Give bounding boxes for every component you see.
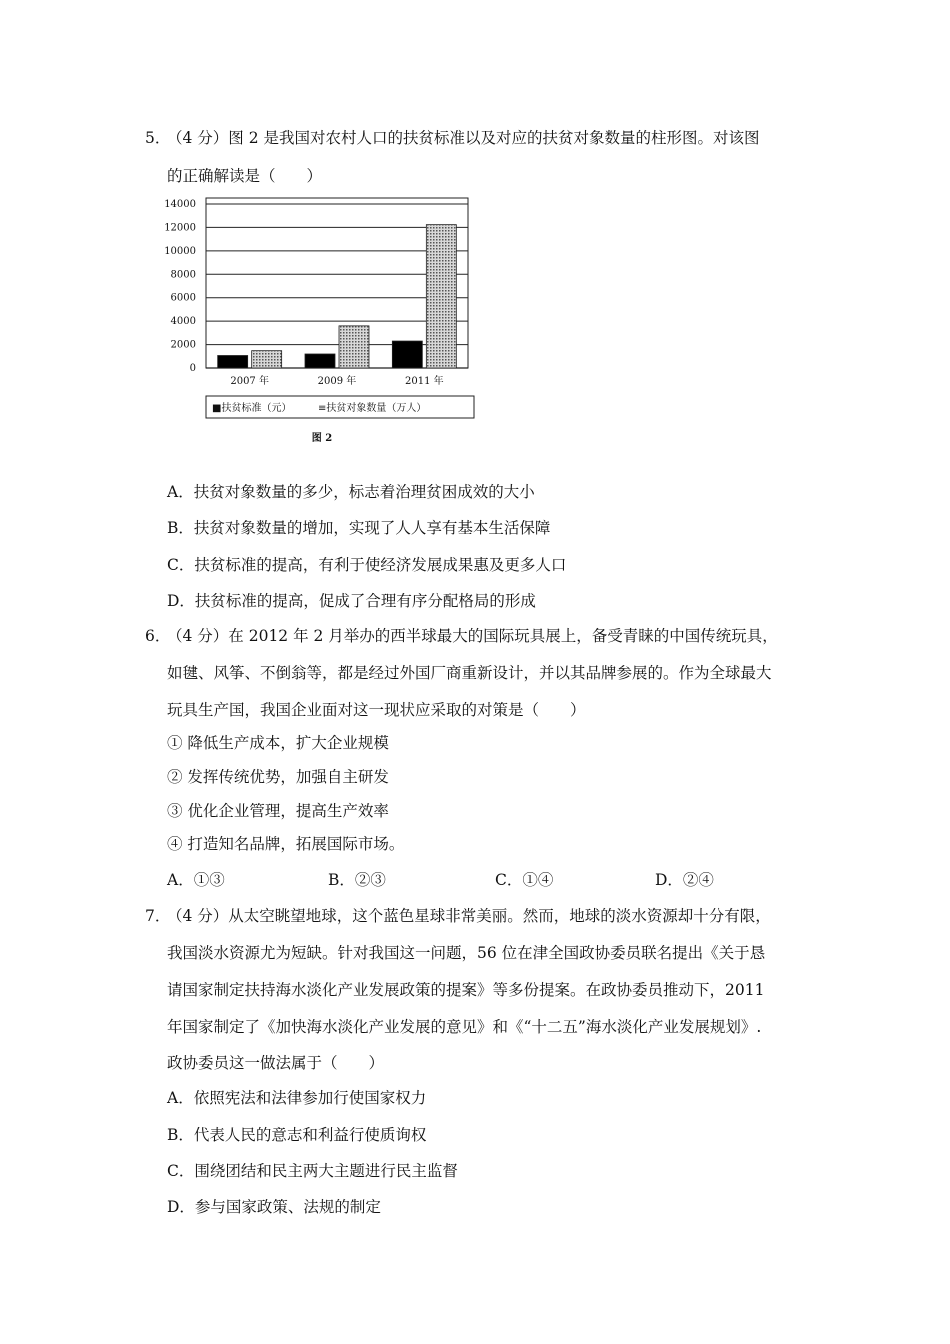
y-tick-label: 8000: [170, 269, 196, 281]
bar-standard: [305, 354, 335, 368]
q6-item-3: ③ 优化企业管理，提高生产效率: [167, 802, 389, 820]
bar-population: [339, 326, 369, 368]
y-tick-label: 6000: [170, 292, 196, 304]
q5-option-c[interactable]: C．扶贫标准的提高，有利于使经济发展成果惠及更多人口: [167, 556, 567, 574]
legend-item-standard: ■扶贫标准（元）: [212, 403, 292, 414]
q5-option-a[interactable]: A．扶贫对象数量的多少，标志着治理贫困成效的大小: [167, 483, 535, 501]
q5-stem-line2: 的正确解读是（ ）: [167, 167, 323, 185]
q6-option-c[interactable]: C．①④: [495, 871, 554, 889]
y-tick-label: 12000: [164, 222, 196, 234]
bar-standard: [218, 356, 248, 368]
q6-stem-line1: （4 分）在 2012 年 2 月举办的西半球最大的国际玩具展上，备受青睐的中国传统玩具，: [167, 627, 778, 645]
q7-option-c[interactable]: C．围绕团结和民主两大主题进行民主监督: [167, 1162, 458, 1180]
q6-option-a[interactable]: A．①③: [167, 871, 225, 889]
q5-number: 5．: [145, 129, 171, 147]
q6-option-d[interactable]: D．②④: [655, 871, 714, 889]
q7-option-b[interactable]: B．代表人民的意志和利益行使质询权: [167, 1126, 427, 1144]
y-tick-label: 0: [189, 363, 196, 374]
q7-stem-line5: 政协委员这一做法属于（ ）: [167, 1054, 385, 1072]
q6-option-b[interactable]: B．②③: [328, 871, 386, 889]
x-tick-label: 2009 年: [317, 376, 357, 387]
q7-number: 7．: [145, 907, 171, 925]
chart-caption: 图 2: [311, 433, 333, 444]
q5-option-d[interactable]: D．扶贫标准的提高，促成了合理有序分配格局的形成: [167, 592, 536, 610]
q7-stem-line4: 年国家制定了《加快海水淡化产业发展的意见》和《“十二五”海水淡化产业发展规划》.: [167, 1018, 762, 1036]
q7-stem-line3: 请国家制定扶持海水淡化产业发展政策的提案》等多份提案。在政协委员推动下，2011: [167, 981, 765, 999]
q7-option-d[interactable]: D．参与国家政策、法规的制定: [167, 1198, 381, 1216]
y-tick-label: 10000: [164, 245, 196, 257]
y-tick-label: 4000: [170, 316, 196, 328]
q6-item-1: ① 降低生产成本，扩大企业规模: [167, 734, 389, 752]
legend-item-population: ≡扶贫对象数量（万人）: [318, 403, 427, 414]
q6-stem-line2: 如毽、风筝、不倒翁等，都是经过外国厂商重新设计，并以其品牌参展的。作为全球最大: [167, 664, 772, 682]
x-tick-label: 2011 年: [405, 376, 444, 387]
chart-svg: [160, 194, 490, 446]
q6-number: 6．: [145, 627, 171, 645]
y-tick-label: 14000: [164, 199, 196, 210]
q6-item-4: ④ 打造知名品牌，拓展国际市场。: [167, 835, 405, 853]
bar-population: [252, 351, 282, 368]
bar-population: [426, 225, 456, 368]
poverty-bar-chart: [160, 194, 490, 446]
q5-stem-line1: （4 分）图 2 是我国对农村人口的扶贫标准以及对应的扶贫对象数量的柱形图。对该图: [167, 129, 760, 147]
x-tick-label: 2007 年: [230, 376, 269, 387]
q7-option-a[interactable]: A．依照宪法和法律参加行使国家权力: [167, 1089, 427, 1107]
q7-stem-line1: （4 分）从太空眺望地球，这个蓝色星球非常美丽。然而，地球的淡水资源却十分有限，: [167, 907, 771, 925]
q6-stem-line3: 玩具生产国，我国企业面对这一现状应采取的对策是（ ）: [167, 701, 586, 719]
y-tick-label: 2000: [170, 339, 196, 351]
q5-option-b[interactable]: B．扶贫对象数量的增加，实现了人人享有基本生活保障: [167, 519, 551, 537]
q7-stem-line2: 我国淡水资源尤为短缺。针对我国这一问题，56 位在津全国政协委员联名提出《关于恳: [167, 944, 766, 962]
bar-standard: [392, 341, 422, 368]
q6-item-2: ② 发挥传统优势，加强自主研发: [167, 768, 389, 786]
